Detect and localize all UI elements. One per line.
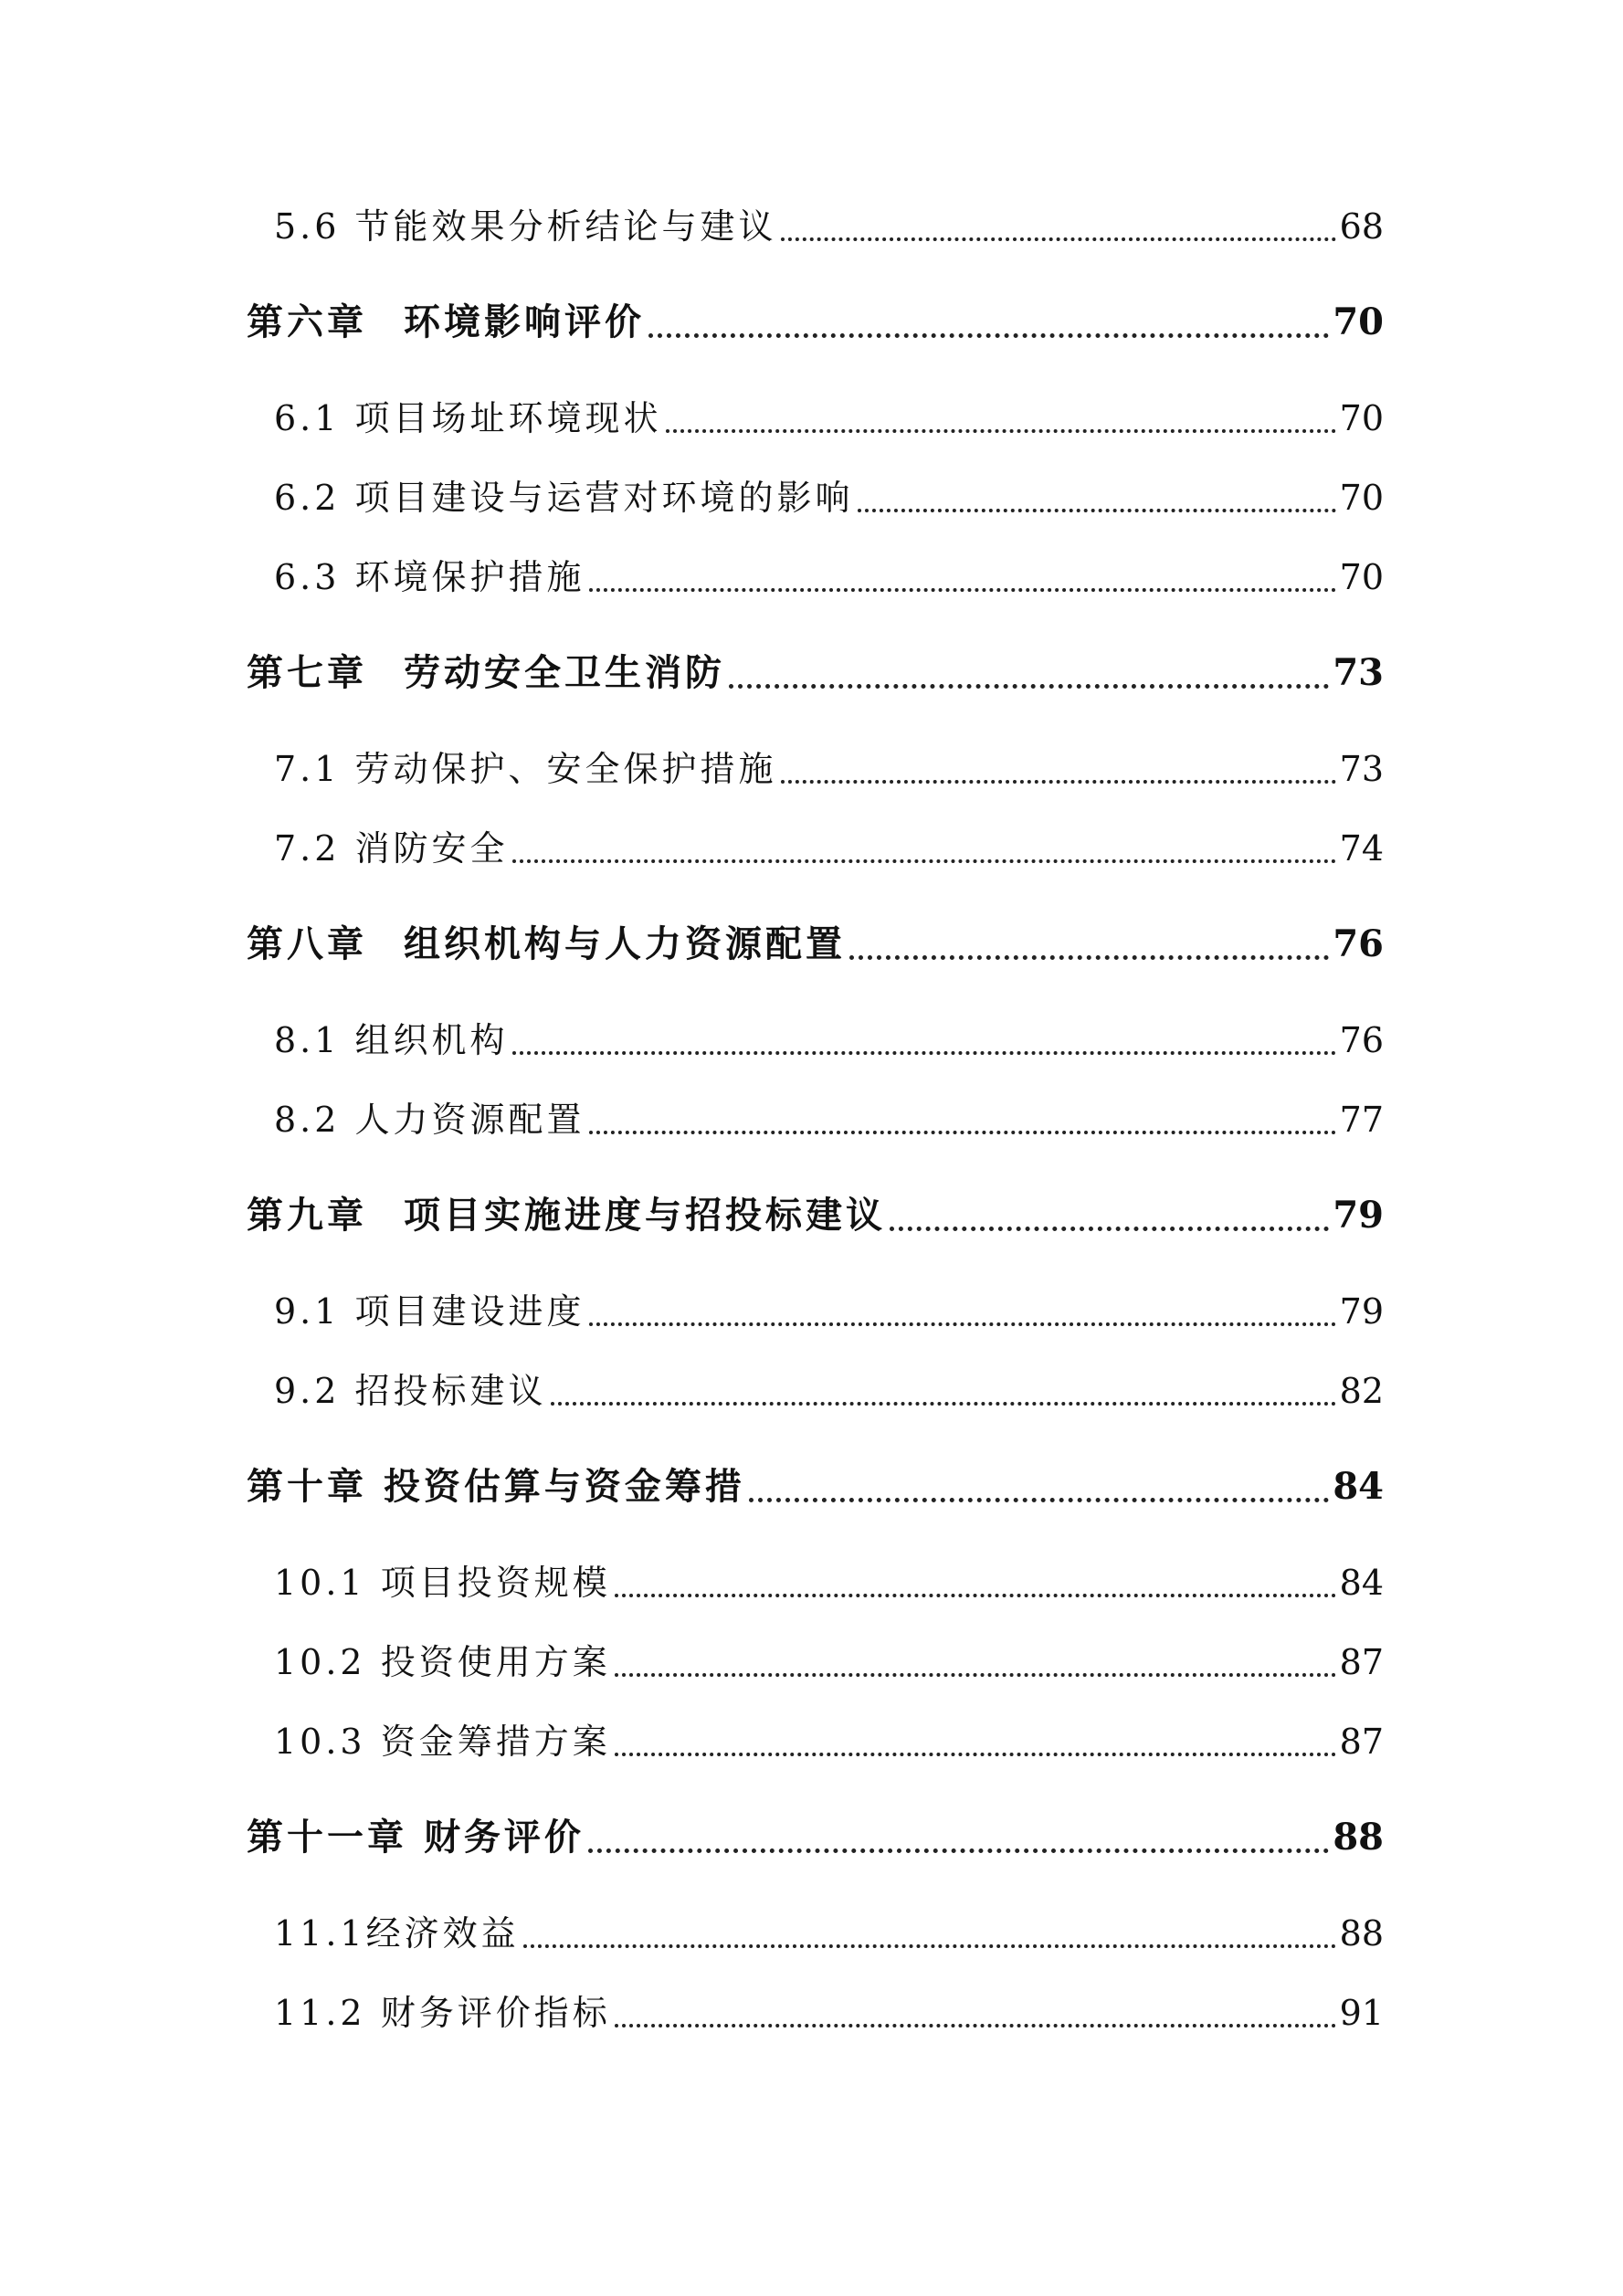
toc-entry-title: 11.1经济效益 — [274, 1913, 520, 1954]
toc-leader-dots — [589, 1322, 1336, 1326]
toc-chapter-title: 第九章 项目实施进度与招投标建议 — [247, 1194, 886, 1237]
toc-chapter-title: 第六章 环境影响评价 — [247, 300, 645, 343]
toc-page-number: 73 — [1339, 749, 1384, 789]
toc-page-number: 82 — [1339, 1371, 1384, 1411]
toc-entry-title: 5.6 节能效果分析结论与建议 — [274, 206, 777, 247]
toc-page-number: 84 — [1339, 1563, 1384, 1603]
toc-page-number: 70 — [1339, 398, 1384, 438]
toc-leader-dots — [523, 1944, 1336, 1948]
toc-entry-title: 10.2 投资使用方案 — [274, 1642, 611, 1682]
toc-entry-11-2[interactable] — [274, 1985, 1384, 2040]
toc-leader-dots — [615, 2024, 1336, 2027]
toc-entry-title: 10.1 项目投资规模 — [274, 1563, 611, 1603]
toc-chapter-title: 第十一章 财务评价 — [247, 1816, 585, 1859]
toc-leader-dots — [551, 1402, 1336, 1406]
toc-entry-title: 8.2 人力资源配置 — [274, 1100, 585, 1140]
toc-page-number: 73 — [1333, 651, 1384, 694]
toc-leader-dots — [890, 1227, 1329, 1231]
toc-chapter-8[interactable] — [247, 917, 1384, 972]
toc-entry-8-1[interactable] — [274, 1013, 1384, 1068]
toc-page-number: 79 — [1339, 1291, 1384, 1332]
toc-entry-title: 6.3 环境保护措施 — [274, 557, 585, 597]
toc-entry-6-1[interactable] — [274, 391, 1384, 446]
toc-leader-dots — [666, 429, 1336, 433]
toc-page-number: 88 — [1339, 1913, 1384, 1954]
toc-leader-dots — [589, 588, 1336, 592]
toc-entry-11-1[interactable] — [274, 1906, 1384, 1961]
toc-page-number: 68 — [1339, 206, 1384, 247]
toc-chapter-10[interactable] — [247, 1459, 1384, 1514]
toc-chapter-9[interactable] — [247, 1188, 1384, 1243]
toc-page-number: 74 — [1339, 828, 1384, 869]
toc-entry-10-1[interactable] — [274, 1555, 1384, 1610]
toc-entry-9-1[interactable] — [274, 1284, 1384, 1339]
toc-entry-title: 9.1 项目建设进度 — [274, 1291, 585, 1332]
toc-entry-5-6[interactable] — [274, 199, 1384, 254]
toc-entry-title: 6.2 项目建设与运营对环境的影响 — [274, 478, 854, 518]
toc-entry-6-2[interactable] — [274, 470, 1384, 525]
toc-leader-dots — [781, 237, 1336, 241]
toc-page-number: 70 — [1339, 478, 1384, 518]
toc-entry-title: 6.1 项目场址环境现状 — [274, 398, 662, 438]
toc-leader-dots — [858, 509, 1336, 512]
toc-entry-title: 7.1 劳动保护、安全保护措施 — [274, 749, 777, 789]
toc-leader-dots — [588, 1848, 1329, 1853]
toc-page-number: 76 — [1339, 1020, 1384, 1060]
toc-entry-8-2[interactable] — [274, 1092, 1384, 1147]
toc-leader-dots — [512, 859, 1336, 863]
toc-entry-10-2[interactable] — [274, 1635, 1384, 1690]
toc-leader-dots — [749, 1498, 1329, 1502]
toc-entry-title: 10.3 资金筹措方案 — [274, 1722, 611, 1762]
toc-chapter-7[interactable] — [247, 646, 1384, 700]
toc-leader-dots — [648, 333, 1329, 338]
toc-entry-title: 11.2 财务评价指标 — [274, 1993, 611, 2033]
toc-page-number: 70 — [1339, 557, 1384, 597]
toc-entry-9-2[interactable] — [274, 1364, 1384, 1418]
toc-entry-7-1[interactable] — [274, 742, 1384, 796]
toc-leader-dots — [615, 1673, 1336, 1677]
toc-leader-dots — [589, 1131, 1336, 1134]
toc-page-number: 79 — [1333, 1194, 1384, 1237]
toc-chapter-6[interactable] — [247, 295, 1384, 350]
toc-chapter-title: 第十章 投资估算与资金筹措 — [247, 1465, 745, 1508]
toc-chapter-title: 第八章 组织机构与人力资源配置 — [247, 922, 846, 965]
toc-page-number: 70 — [1333, 300, 1384, 343]
toc-page-number: 76 — [1333, 922, 1384, 965]
toc-entry-title: 7.2 消防安全 — [274, 828, 509, 869]
toc-page-number: 77 — [1339, 1100, 1384, 1140]
toc-entry-10-3[interactable] — [274, 1714, 1384, 1769]
toc-leader-dots — [512, 1051, 1336, 1055]
toc-entry-7-2[interactable] — [274, 821, 1384, 876]
toc-leader-dots — [615, 1753, 1336, 1756]
toc-chapter-11[interactable] — [247, 1810, 1384, 1865]
toc-leader-dots — [729, 684, 1329, 689]
toc-entry-title: 9.2 招投标建议 — [274, 1371, 547, 1411]
toc-page-number: 87 — [1339, 1722, 1384, 1762]
toc-chapter-title: 第七章 劳动安全卫生消防 — [247, 651, 725, 694]
toc-leader-dots — [849, 955, 1329, 960]
toc-page-number: 87 — [1339, 1642, 1384, 1682]
toc-page-number: 84 — [1333, 1465, 1384, 1508]
toc-page-number: 88 — [1333, 1816, 1384, 1859]
toc-leader-dots — [781, 780, 1336, 784]
toc-leader-dots — [615, 1594, 1336, 1597]
toc-entry-title: 8.1 组织机构 — [274, 1020, 509, 1060]
toc-entry-6-3[interactable] — [274, 550, 1384, 605]
toc-page-number: 91 — [1339, 1993, 1384, 2033]
